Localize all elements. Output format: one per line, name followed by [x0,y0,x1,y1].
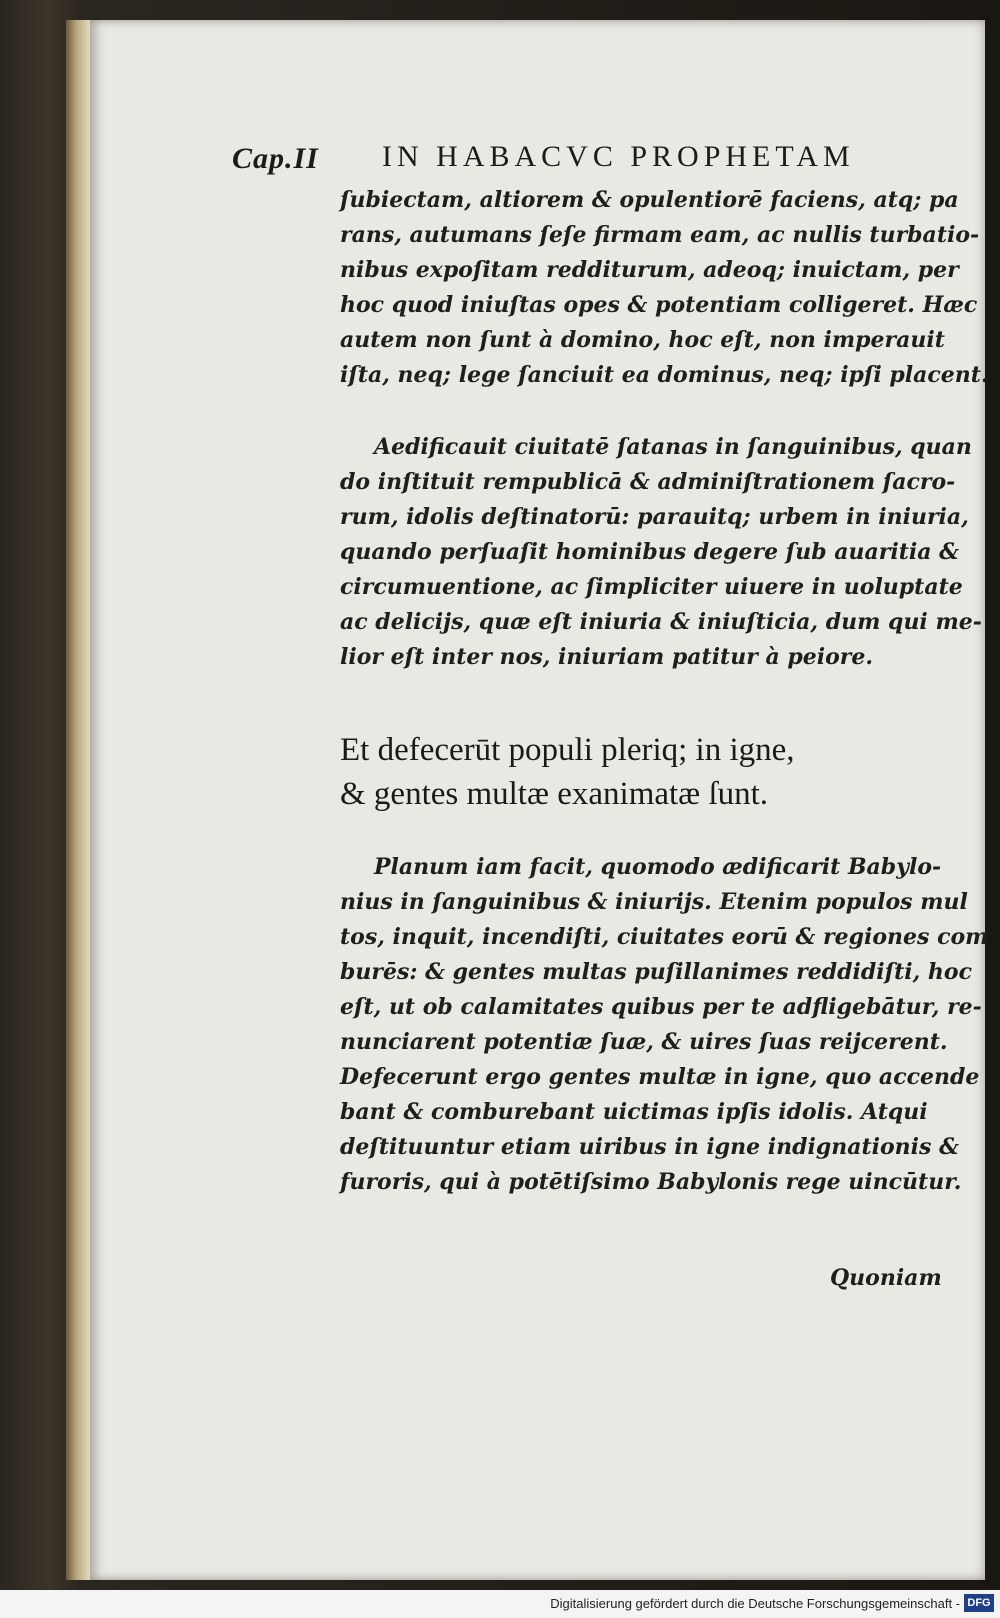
dfg-logo-icon: DFG [964,1594,994,1612]
text-line: iſta, neq; lege ſanciuit ea dominus, neq; ipſi placent. [340,362,989,388]
text-line: ſubiectam, altiorem & opulentiorē faciens, atq; pa [340,187,959,213]
text-line: eſt, ut ob calamitates quibus per te adfligebātur, re- [340,994,982,1020]
funding-credit: Digitalisierung gefördert durch die Deutsche Forschungsgemeinschaft - [550,1596,960,1611]
verse-line: Et defecerūt populi pleriq; in igne, [340,732,795,768]
footer-bar [0,1590,1000,1618]
text-line: nius in ſanguinibus & iniurijs. Etenim populos mul [340,889,968,915]
text-line: nibus expoſitam redditurum, adeoq; inuictam, per [340,257,959,283]
text-line: tos, inquit, incendiſti, ciuitates eorū & regiones com [340,924,989,950]
commentary-paragraph-1 [340,183,989,393]
running-title: IN HABACVC PROPHETAM [382,140,855,173]
commentary-paragraph-3 [340,850,989,1200]
chapter-label: Cap.II [232,142,319,175]
text-line: Planum iam facit, quomodo ædificarit Babylo- [374,854,942,880]
text-line: burēs: & gentes multas puſillanimes reddidiſti, hoc [340,959,972,985]
text-line: autem non ſunt à domino, hoc eſt, non imperauit [340,327,945,353]
commentary-paragraph-2 [340,430,982,675]
running-head [232,140,932,184]
text-line: lior eſt inter nos, iniuriam patitur à peiore. [340,644,874,670]
page-edge [66,20,92,1580]
text-line: hoc quod iniuſtas opes & potentiam colligeret. Hæc [340,292,978,318]
text-line: ac delicijs, quæ eſt iniuria & iniuſticia, dum qui me- [340,609,982,635]
text-line: furoris, qui à potētiſsimo Babylonis rege uincūtur. [340,1169,962,1195]
text-line: quando perſuaſit hominibus degere ſub auaritia & [340,539,960,565]
scripture-verse [340,728,952,816]
catchword: Quoniam [830,1265,942,1291]
verse-line: & gentes multæ exanimatæ ſunt. [340,776,769,812]
text-line: deſtituuntur etiam uiribus in igne indignationis & [340,1134,959,1160]
text-line: circumuentione, ac ſimpliciter uiuere in uoluptate [340,574,963,600]
text-line: Aedificauit ciuitatē ſatanas in ſanguinibus, quan [374,434,972,460]
text-line: rum, idolis deſtinatorū: parauitq; urbem in iniuria, [340,504,969,530]
text-line: nunciarent potentiæ ſuæ, & uires ſuas reijcerent. [340,1029,948,1055]
text-line: Defecerunt ergo gentes multæ in igne, quo accende [340,1064,980,1090]
text-line: do inſtituit rempublicā & adminiſtrationem ſacro- [340,469,956,495]
text-line: bant & comburebant uictimas ipſis idolis. Atqui [340,1099,928,1125]
text-line: rans, autumans ſeſe firmam eam, ac nullis turbatio- [340,222,980,248]
